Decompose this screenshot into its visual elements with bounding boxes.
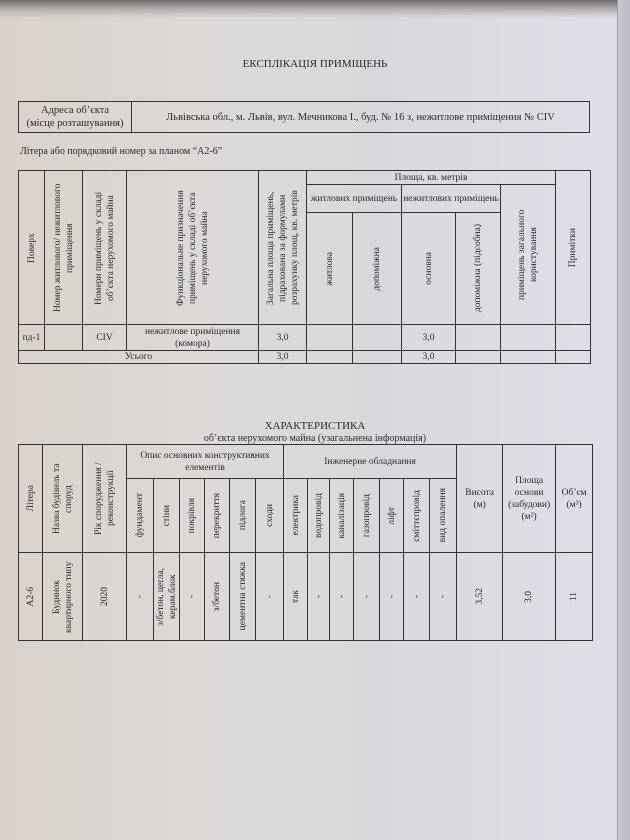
total-area: 3,0 <box>259 351 307 364</box>
table-row <box>19 325 591 351</box>
total-row <box>19 351 591 364</box>
header-volume: Об’єм (м³) <box>556 445 593 553</box>
header-water: водопровід <box>308 479 330 553</box>
address-label <box>19 102 132 132</box>
header-sewage: каналізація <box>330 479 354 553</box>
cell-walls: з/бетон, цегла, керам.блок <box>154 553 180 641</box>
cell-elevator: - <box>380 553 404 641</box>
header-residential-main: житлова <box>307 213 353 325</box>
header-heating: вид опалення <box>430 479 457 553</box>
address-value: Львівська обл., м. Львів, вул. Мечникова І., буд. № 16 з, нежитлове приміщення № CIV <box>166 111 555 123</box>
characteristics-subtitle: об’єкта нерухомого майна (узагальнена інформація) <box>203 433 427 444</box>
cell-room-number <box>45 325 83 351</box>
total-residential-main <box>307 351 353 364</box>
header-floor: підлога <box>230 479 256 553</box>
header-nonresidential-aux: допоміжна (підсобна) <box>456 213 501 325</box>
plan-litera: Літера або порядковий номер за планом “А2-6” <box>20 146 223 157</box>
cell-total-area: 3,0 <box>259 325 307 351</box>
address-box <box>18 101 590 133</box>
header-total-area: Загальна площа приміщень, підрахована за формулами розрахунку площ, кв. метрів <box>259 171 307 325</box>
header-height: Висота (м) <box>457 445 503 553</box>
header-notes: Примітки <box>556 171 591 325</box>
header-foundation: фундамент <box>127 479 154 553</box>
cell-nonresidential-aux <box>456 325 501 351</box>
cell-floor: цементна стяжка <box>230 553 256 641</box>
cell-height: 3,52 <box>457 553 503 641</box>
cell-volume: 11 <box>556 553 593 641</box>
header-floor: Поверх <box>19 171 45 325</box>
total-residential-aux <box>353 351 402 364</box>
cell-stairs: - <box>256 553 284 641</box>
header-ceiling: перекриття <box>205 479 230 553</box>
total-label: Усього <box>19 351 259 364</box>
header-room-numbers-in-property: Номери приміщень у складі об’єкта нерухомого майна <box>83 171 127 325</box>
cell-garbage-chute: - <box>404 553 430 641</box>
header-year: Рік спорудження / реконструкції <box>83 445 127 553</box>
header-elevator: ліфт <box>380 479 404 553</box>
cell-roof: - <box>180 553 205 641</box>
header-nonresidential-group: нежитлових приміщень <box>402 185 501 213</box>
header-gas: газопровід <box>354 479 380 553</box>
cell-electricity: так <box>284 553 308 641</box>
table-row <box>19 553 593 641</box>
cell-ceiling: з/бетон <box>205 553 230 641</box>
cell-litera: А2-6 <box>19 553 43 641</box>
header-nonresidential-main: основна <box>402 213 456 325</box>
header-building-name: Назва будівель та споруд <box>43 445 83 553</box>
cell-residential-main <box>307 325 353 351</box>
header-litera: Літера <box>19 445 43 553</box>
cell-building-name: Будинок квартирного типу <box>43 553 83 641</box>
header-room-number: Номер житлового/ нежитлового приміщення <box>45 171 83 325</box>
cell-sewage: - <box>330 553 354 641</box>
cell-foundation: - <box>127 553 154 641</box>
characteristics-title: ХАРАКТЕРИСТИКА <box>264 420 366 432</box>
header-common-use: приміщень загального користування <box>501 185 556 325</box>
header-roof: покрівля <box>180 479 205 553</box>
header-electricity: електрика <box>284 479 308 553</box>
characteristics-table <box>18 444 593 641</box>
cell-functional-purpose: нежитлове приміщення (комора) <box>127 325 259 351</box>
cell-room-numbers-in-property: CIV <box>83 325 127 351</box>
header-area-group: Площа, кв. метрів <box>307 171 556 185</box>
cell-water: - <box>308 553 330 641</box>
header-residential-aux: допоміжна <box>353 213 402 325</box>
explication-table <box>18 170 591 364</box>
cell-floor: пд-1 <box>19 325 45 351</box>
header-stairs: сходи <box>256 479 284 553</box>
header-construction-group: Опис основних конструктивних елементів <box>127 445 284 479</box>
cell-heating: - <box>430 553 457 641</box>
cell-residential-aux <box>353 325 402 351</box>
cell-year: 2020 <box>83 553 127 641</box>
header-base-area: Площа основи (забудови) (м²) <box>503 445 556 553</box>
total-nonresidential-main: 3,0 <box>402 351 456 364</box>
page-top-shadow <box>0 0 630 18</box>
header-functional-purpose: Функціональне призначення приміщень у складі об’єкта нерухомого майна <box>127 171 259 325</box>
cell-base-area: 3,0 <box>503 553 556 641</box>
total-nonresidential-aux <box>456 351 501 364</box>
total-notes <box>556 351 591 364</box>
address-label-line2: (місце розташування) <box>26 118 124 129</box>
cell-nonresidential-main: 3,0 <box>402 325 456 351</box>
header-engineering-group: Інженерне обладнання <box>284 445 457 479</box>
address-label-line1: Адреса об’єкта <box>40 105 110 116</box>
cell-common-use <box>501 325 556 351</box>
header-residential-group: житлових приміщень <box>307 185 402 213</box>
cell-gas: - <box>354 553 380 641</box>
header-walls: стіни <box>154 479 180 553</box>
header-garbage-chute: сміттєпровід <box>404 479 430 553</box>
document-title: ЕКСПЛІКАЦІЯ ПРИМІЩЕНЬ <box>242 58 388 70</box>
cell-notes <box>556 325 591 351</box>
total-common-use <box>501 351 556 364</box>
